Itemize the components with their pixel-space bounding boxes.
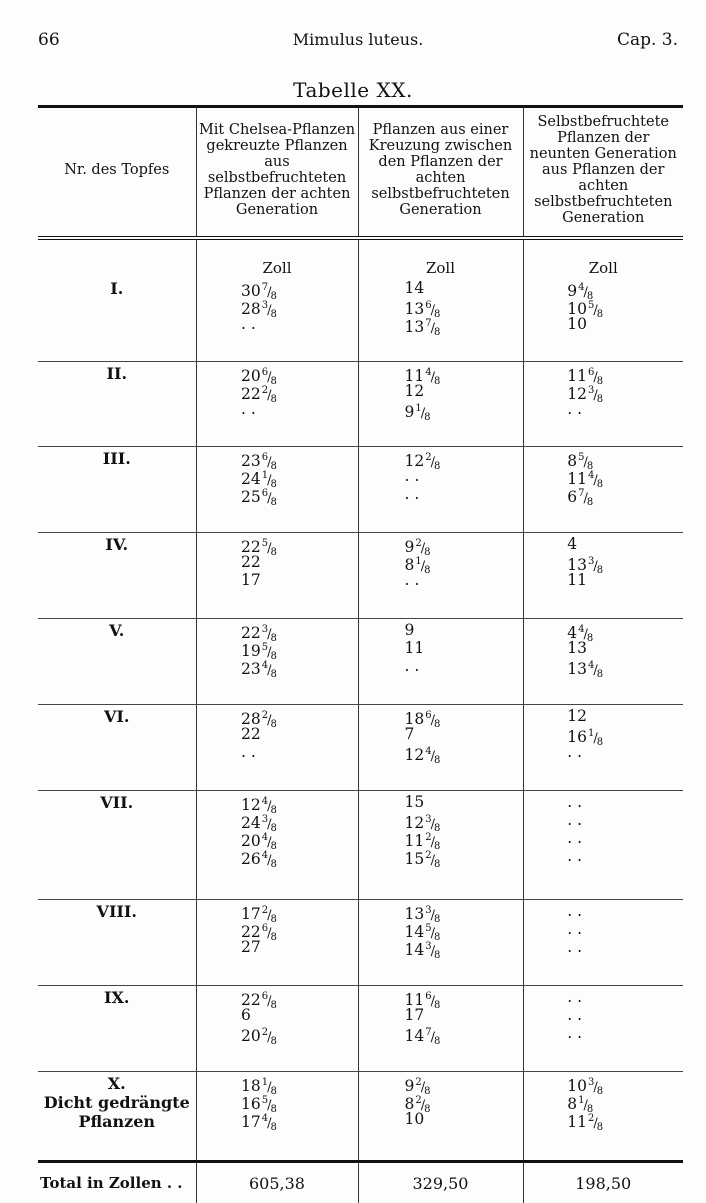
pot-label xyxy=(38,447,196,533)
height-value: $22^2/_8$ xyxy=(241,382,313,400)
measurement-cell xyxy=(196,447,358,533)
measurement-cell xyxy=(523,533,683,619)
measurement-cell xyxy=(523,986,683,1072)
measurement-cell xyxy=(358,277,523,362)
height-value: . . xyxy=(567,1006,639,1024)
measurement-cell xyxy=(196,362,358,447)
header-self-fertilised: Selbstbefruchtete Pflanzen der neunten Generation aus Pflanzen der achten selbstbefruchteten Generation xyxy=(523,107,683,239)
height-value: $23^6/_8$ xyxy=(241,449,313,467)
height-value: $6^7/_8$ xyxy=(567,485,639,503)
height-value: $8^5/_8$ xyxy=(567,449,639,467)
measurement-cell xyxy=(358,447,523,533)
height-value: $14^7/_8$ xyxy=(405,1024,477,1042)
height-value: 11 xyxy=(567,571,639,589)
measurement-cell xyxy=(523,277,683,362)
height-value: 17 xyxy=(405,1006,477,1024)
measurement-cell xyxy=(523,362,683,447)
pot-label xyxy=(38,791,196,900)
pot-number: I. xyxy=(38,279,196,298)
table-row xyxy=(38,986,683,1072)
pot-number: VII. xyxy=(38,793,196,812)
height-value: $30^7/_8$ xyxy=(241,279,313,297)
height-value: $22^6/_8$ xyxy=(241,988,313,1006)
height-value: . . xyxy=(567,920,639,938)
header-pot-number: Nr. des Topfes xyxy=(38,107,196,239)
pot-number: VIII. xyxy=(38,902,196,921)
height-value: $9^2/_8$ xyxy=(405,535,477,553)
height-value: $19^5/_8$ xyxy=(241,639,313,657)
height-value: $11^2/_8$ xyxy=(405,829,477,847)
pot-label xyxy=(38,1072,196,1162)
height-value: $15^2/_8$ xyxy=(405,847,477,865)
total-value: 605,38 xyxy=(196,1162,358,1203)
height-value: . . xyxy=(567,400,639,418)
measurement-cell xyxy=(523,619,683,705)
height-value: $14^5/_8$ xyxy=(405,920,477,938)
measurement-cell xyxy=(196,705,358,791)
height-value: $24^1/_8$ xyxy=(241,467,313,485)
height-value: . . xyxy=(405,485,477,503)
table-row xyxy=(38,362,683,447)
height-value: $12^2/_8$ xyxy=(405,449,477,467)
height-value: 15 xyxy=(405,793,477,811)
pot-note: Pflanzen xyxy=(38,1112,196,1131)
measurement-cell xyxy=(523,791,683,900)
height-value: 7 xyxy=(405,725,477,743)
total-row xyxy=(38,1162,683,1203)
height-value: . . xyxy=(567,829,639,847)
total-value: 329,50 xyxy=(358,1162,523,1203)
pot-label xyxy=(38,362,196,447)
pot-number: IV. xyxy=(38,535,196,554)
measurement-cell xyxy=(523,1072,683,1162)
height-value: $26^4/_8$ xyxy=(241,847,313,865)
height-value: 22 xyxy=(241,725,313,743)
units-row xyxy=(38,238,683,277)
pot-number: III. xyxy=(38,449,196,468)
height-value: . . xyxy=(241,400,313,418)
height-value: . . xyxy=(567,988,639,1006)
height-value: . . xyxy=(241,743,313,761)
height-value: $4^4/_8$ xyxy=(567,621,639,639)
pot-number: VI. xyxy=(38,707,196,726)
height-value: $9^2/_8$ xyxy=(405,1074,477,1092)
height-value: $13^7/_8$ xyxy=(405,315,477,333)
pot-label xyxy=(38,277,196,362)
height-value: $8^1/_8$ xyxy=(405,553,477,571)
table-header-row xyxy=(38,107,683,239)
pot-number: II. xyxy=(38,364,196,383)
height-value: 6 xyxy=(241,1006,313,1024)
pot-number: X. xyxy=(38,1074,196,1093)
measurement-cell xyxy=(196,533,358,619)
height-value: . . xyxy=(567,847,639,865)
height-value: . . xyxy=(567,1024,639,1042)
height-value: $11^6/_8$ xyxy=(567,364,639,382)
pot-label xyxy=(38,619,196,705)
height-value: $12^4/_8$ xyxy=(405,743,477,761)
measurement-cell xyxy=(358,362,523,447)
measurement-cell xyxy=(196,900,358,986)
height-value: $20^2/_8$ xyxy=(241,1024,313,1042)
height-value: . . xyxy=(405,571,477,589)
height-value: $13^3/_8$ xyxy=(567,553,639,571)
height-value: . . xyxy=(567,811,639,829)
table-row xyxy=(38,619,683,705)
height-value: $8^1/_8$ xyxy=(567,1092,639,1110)
measurement-cell xyxy=(523,705,683,791)
pot-label xyxy=(38,705,196,791)
height-value: 17 xyxy=(241,571,313,589)
table-row xyxy=(38,533,683,619)
height-value: $13^4/_8$ xyxy=(567,657,639,675)
height-value: $18^1/_8$ xyxy=(241,1074,313,1092)
height-value: $12^3/_8$ xyxy=(567,382,639,400)
height-value: $16^1/_8$ xyxy=(567,725,639,743)
height-value: $17^2/_8$ xyxy=(241,902,313,920)
measurement-cell xyxy=(196,619,358,705)
measurement-cell xyxy=(358,900,523,986)
height-value: . . xyxy=(405,467,477,485)
height-value: $12^4/_8$ xyxy=(241,793,313,811)
height-value: . . xyxy=(567,902,639,920)
height-value: . . xyxy=(567,938,639,956)
pot-number: V. xyxy=(38,621,196,640)
table-row xyxy=(38,791,683,900)
measurement-cell xyxy=(196,277,358,362)
height-value: 10 xyxy=(405,1110,477,1128)
total-label: Total in Zollen . . xyxy=(38,1162,196,1203)
height-value: $11^2/_8$ xyxy=(567,1110,639,1128)
height-value: $20^6/_8$ xyxy=(241,364,313,382)
header-intercrossed: Pflanzen aus einer Kreuzung zwischen den Pflanzen der achten selbstbefruchteten Generation xyxy=(358,107,523,239)
height-value: $25^6/_8$ xyxy=(241,485,313,503)
height-value: 11 xyxy=(405,639,477,657)
unit-label: Zoll xyxy=(358,238,523,277)
chapter-label: Cap. 3. xyxy=(617,30,678,50)
height-value: $13^3/_8$ xyxy=(405,902,477,920)
total-value: 198,50 xyxy=(523,1162,683,1203)
running-title: Mimulus luteus. xyxy=(38,30,678,49)
height-value: $11^6/_8$ xyxy=(405,988,477,1006)
height-value: 12 xyxy=(405,382,477,400)
page-header xyxy=(38,30,678,54)
height-value: . . xyxy=(405,657,477,675)
unit-label: Zoll xyxy=(523,238,683,277)
height-value: 22 xyxy=(241,553,313,571)
table-row xyxy=(38,277,683,362)
height-value: 4 xyxy=(567,535,639,553)
measurement-cell xyxy=(196,1072,358,1162)
pot-label xyxy=(38,900,196,986)
measurement-cell xyxy=(358,1072,523,1162)
height-value: . . xyxy=(241,315,313,333)
height-value: $16^5/_8$ xyxy=(241,1092,313,1110)
pot-label xyxy=(38,986,196,1072)
measurement-cell xyxy=(358,986,523,1072)
height-value: 27 xyxy=(241,938,313,956)
height-value: $10^3/_8$ xyxy=(567,1074,639,1092)
data-table xyxy=(38,105,683,1203)
height-value: $28^2/_8$ xyxy=(241,707,313,725)
measurement-cell xyxy=(358,705,523,791)
height-value: $18^6/_8$ xyxy=(405,707,477,725)
height-value: $23^4/_8$ xyxy=(241,657,313,675)
unit-label: Zoll xyxy=(196,238,358,277)
height-value: . . xyxy=(567,743,639,761)
measurement-cell xyxy=(523,447,683,533)
measurement-cell xyxy=(358,533,523,619)
table-title: Tabelle XX. xyxy=(0,78,706,102)
pot-number: IX. xyxy=(38,988,196,1007)
table-row xyxy=(38,900,683,986)
height-value: $9^4/_8$ xyxy=(567,279,639,297)
table-row xyxy=(38,447,683,533)
height-value: 9 xyxy=(405,621,477,639)
pot-note: Dicht gedrängte xyxy=(38,1093,196,1112)
page-number: 66 xyxy=(38,30,60,50)
table-row xyxy=(38,1072,683,1162)
height-value: $13^6/_8$ xyxy=(405,297,477,315)
height-value: $24^3/_8$ xyxy=(241,811,313,829)
measurement-cell xyxy=(358,619,523,705)
pot-label xyxy=(38,533,196,619)
height-value: $28^3/_8$ xyxy=(241,297,313,315)
height-value: $10^5/_8$ xyxy=(567,297,639,315)
height-value: $11^4/_8$ xyxy=(567,467,639,485)
height-value: 14 xyxy=(405,279,477,297)
measurement-cell xyxy=(196,791,358,900)
height-value: $22^3/_8$ xyxy=(241,621,313,639)
height-value: $11^4/_8$ xyxy=(405,364,477,382)
height-value: $14^3/_8$ xyxy=(405,938,477,956)
height-value: $22^5/_8$ xyxy=(241,535,313,553)
measurement-cell xyxy=(523,900,683,986)
measurement-cell xyxy=(196,986,358,1072)
height-value: 10 xyxy=(567,315,639,333)
measurement-cell xyxy=(358,791,523,900)
height-value: . . xyxy=(567,793,639,811)
height-value: 12 xyxy=(567,707,639,725)
height-value: $20^4/_8$ xyxy=(241,829,313,847)
table-row xyxy=(38,705,683,791)
height-value: $17^4/_8$ xyxy=(241,1110,313,1128)
height-value: 13 xyxy=(567,639,639,657)
height-value: $9^1/_8$ xyxy=(405,400,477,418)
height-value: $8^2/_8$ xyxy=(405,1092,477,1110)
header-crossed-chelsea: Mit Chelsea-Pflanzen gekreuzte Pflanzen aus selbstbefruchteten Pflanzen der achten Generation xyxy=(196,107,358,239)
height-value: $12^3/_8$ xyxy=(405,811,477,829)
height-value: $22^6/_8$ xyxy=(241,920,313,938)
